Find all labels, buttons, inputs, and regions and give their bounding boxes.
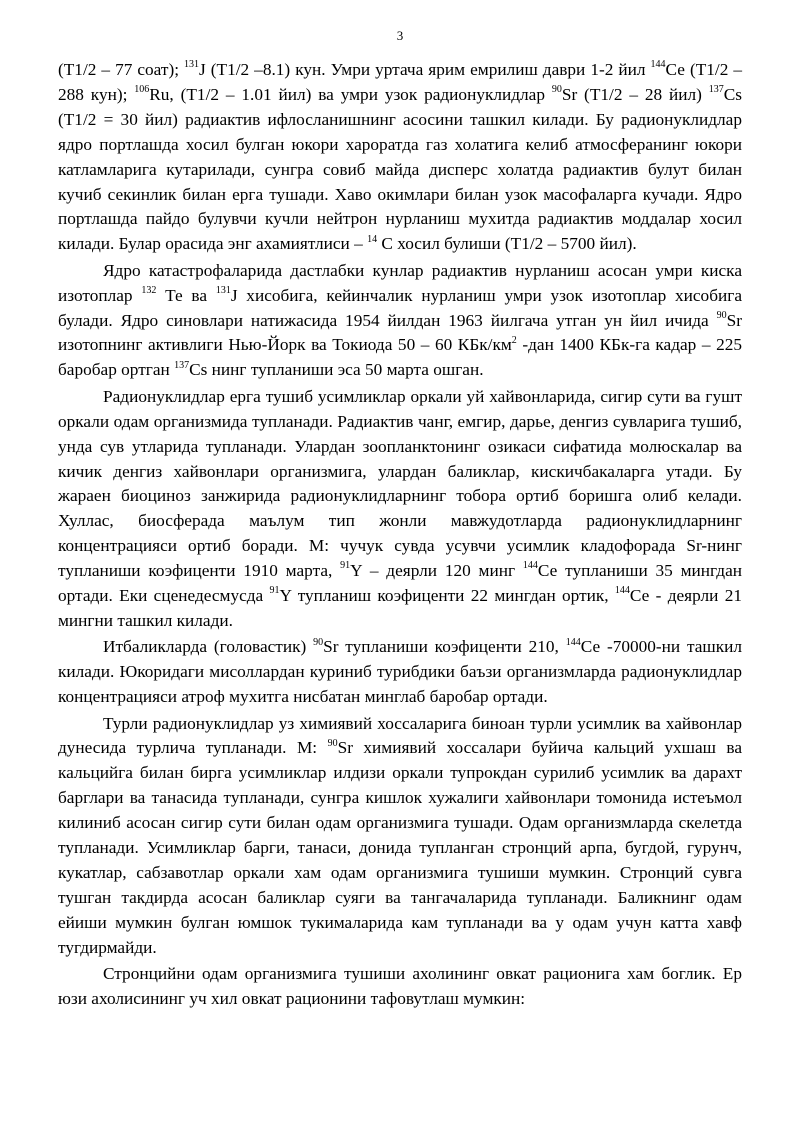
text-run: Y тупланиш коэфиценти 22 мингдан ортик,: [279, 586, 615, 606]
text-run: Sr химиявий хоссалари буйича кальций ухшаш ва кальцийга билан бирга усимликлар илдизи оркали тупрокдан сурилиб усимлик ва дарахт барглари ва танасида тупланади, сунгра кишлок хужалиги хайвонлари томонида истеъмол килиниб асосан сигир сути билан одам организмига тушади. Одам организмларда скелетда тупланади. Усимликлар барги, танаси, донида тупланган стронций арпа, бугдой, гурунч, кукатлар, сабзавотлар оркали хам одам организмига тушиши мумкин. Стронций сувга тушган такдирда асосан баликлар суяги ва тангачаларида тупланади. Баликнинг одам ейиши мумкин булган юмшок тукималарида кам тупланади ва у одам учун катта хавф тугдирмайди.: [58, 738, 742, 957]
text-run: Cs нинг тупланиши эса 50 марта ошган.: [189, 360, 484, 380]
paragraph: [58, 259, 742, 384]
text-run: Cs (Т1/2 = 30 йил) радиактив ифлосланишнинг асосини ташкил килади. Бу радионуклидлар ядро портлашда хосил булган юкори хароратда газ холатига келиб атмосферанинг юкори катламларига кутарилади, сунгра совиб майда дисперс холатда радиактив булут билан кучиб секинлик билан ерга тушади. Хаво окимлари билан узок масофаларга кучади. Ядро портлашда пайдо булувчи кучли нейтрон нурланиш мухитда радиактив моддалар хосил килади. Булар орасида энг ахамиятлиси –: [58, 84, 742, 254]
text-run: Се - деярли 21 мингни ташкил килади.: [58, 586, 742, 630]
isotope-mass-number: 90: [327, 737, 338, 749]
isotope-mass-number: 131: [215, 284, 231, 296]
isotope-mass-number: 144: [650, 59, 666, 71]
text-run: J хисобига, кейинчалик нурланиш умри узок изотоплар хисобига булади. Ядро синовлари натижасида 1954 йилдан 1963 йилгача утган ун йил ичида: [58, 285, 742, 330]
paragraph: [58, 58, 742, 257]
text-run: Те ва: [156, 285, 216, 305]
isotope-mass-number: 91: [269, 585, 280, 597]
text-run: Sr тупланиши коэфиценти 210,: [323, 637, 566, 657]
isotope-mass-number: 137: [708, 84, 724, 96]
text-run: Стронцийни одам организмига тушиши ахолининг овкат рационига хам боглик. Ер юзи ахолисининг уч хил овкат рационини тафовутлаш мумкин:: [58, 964, 742, 1009]
text-run: Турли радионуклидлар уз химиявий хоссаларига биноан турли усимлик ва хайвонлар дунесида турлича тупланади. М:: [58, 713, 742, 758]
text-run: Итбаликларда (головастик): [103, 637, 314, 657]
text-run: Sr (Т1/2 – 28 йил): [561, 84, 709, 104]
text-run: Sr изотопнинг активлиги Нью-Йорк ва Токиода 50 – 60 КБк/км: [58, 310, 742, 355]
text-run: С хосил булиши (Т1/2 – 5700 йил).: [377, 234, 637, 254]
paragraph: [58, 962, 742, 1012]
text-run: -дан 1400 КБк-га кадар – 225 баробар ортган: [58, 335, 743, 380]
isotope-mass-number: 90: [716, 309, 727, 321]
isotope-mass-number: 2: [511, 334, 517, 346]
text-run: Ядро катастрофаларида дастлабки кунлар радиактив нурланиш асосан умри киска изотоплар: [58, 260, 742, 305]
text-run: Радионуклидлар ерга тушиб усимликлар оркали уй хайвонларида, сигир сути ва гушт оркали одам организмида тупланади. Радиактив чанг, емгир, дарье, денгиз сувларига тушиб, унда сув утларида тупланади. Улардан зоопланктонинг озикаси сифатида молюскалар ва кичик денгиз хайвонлари организмига, улардан баликлар, кискичбакаларга утади. Бу жараен биоциноз занжирида радионуклидларнинг тобора ортиб боришга олиб келади. Хуллас, биосферада маълум тип жонли мавжудотларда радионуклидларнинг концентрацияси ортиб боради. М: чучук сувда усувчи усимлик кладофорада Sr-нинг тупланиши коэфиценти 1910 марта,: [58, 386, 742, 581]
isotope-mass-number: 14: [367, 233, 378, 245]
isotope-mass-number: 90: [313, 636, 324, 648]
paragraph: [58, 385, 742, 634]
isotope-mass-number: 144: [522, 560, 538, 572]
text-run: Ru, (Т1/2 – 1.01 йил) ва умри узок радионуклидлар: [149, 84, 552, 104]
isotope-mass-number: 137: [174, 359, 190, 371]
document-body: [58, 58, 742, 1013]
text-run: Се -70000-ни ташкил килади. Юкоридаги мисоллардан куриниб турибдики баъзи организмларда радионуклидлар концентрацияси атроф мухитга нисбатан минглаб баробар ортади.: [58, 637, 743, 707]
text-run: Се (Т1/2 – 288 кун);: [58, 60, 742, 104]
paragraph: [58, 635, 742, 710]
isotope-mass-number: 144: [565, 636, 581, 648]
isotope-mass-number: 132: [141, 284, 157, 296]
isotope-mass-number: 106: [134, 84, 150, 96]
isotope-mass-number: 131: [184, 59, 200, 71]
text-run: (Т1/2 – 77 соат);: [58, 60, 185, 79]
isotope-mass-number: 144: [614, 585, 630, 597]
page-number: 3: [396, 28, 404, 43]
text-run: J (Т1/2 –8.1) кун. Умри уртача ярим емрилиш даври 1-2 йил: [199, 60, 651, 79]
isotope-mass-number: 91: [340, 560, 351, 572]
paragraph: [58, 712, 742, 961]
isotope-mass-number: 90: [551, 84, 562, 96]
text-run: Y – деярли 120 минг: [350, 561, 523, 581]
text-run: Се тупланиши 35 мингдан ортади. Еки сценедесмусда: [58, 561, 742, 606]
